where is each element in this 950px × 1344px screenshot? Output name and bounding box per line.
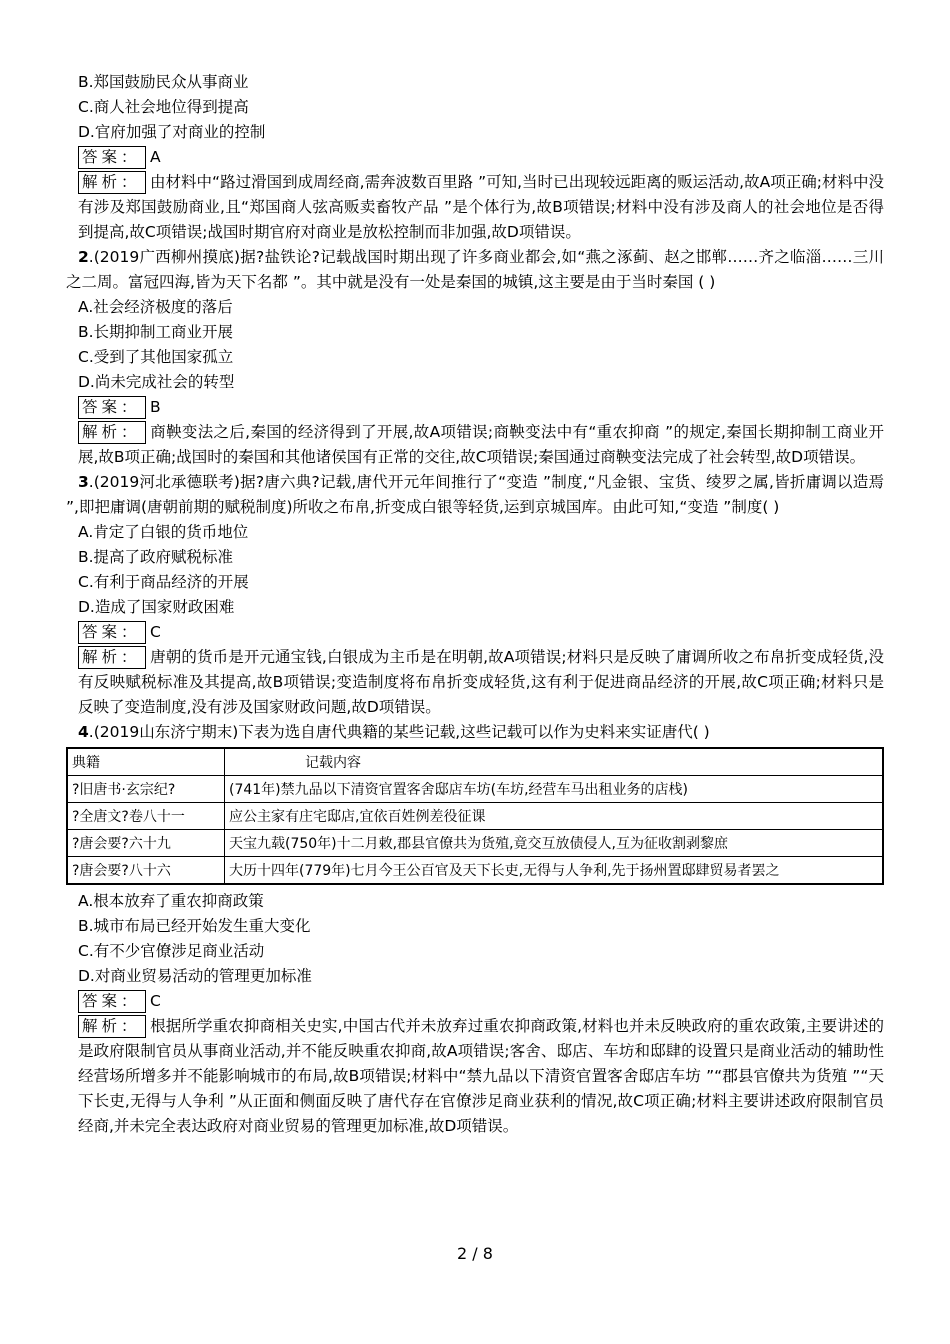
q4-explanation xyxy=(78,1014,884,1139)
q3-option-a: A.肯定了白银的货币地位 xyxy=(78,523,249,541)
q4-option-d: D.对商业贸易活动的管理更加标准 xyxy=(78,967,312,985)
q2-answer-value: B xyxy=(150,398,161,416)
q4-stem-text: .(2019山东济宁期末)下表为选自唐代典籍的某些记载,这些记载可以作为史料来实证唐代( ) xyxy=(88,723,710,741)
q1-answer xyxy=(78,145,884,170)
q2-option-a: A.社会经济极度的落后 xyxy=(78,298,233,316)
q3-option-b: B.提高了政府赋税标准 xyxy=(78,548,234,566)
q3-explanation-text: 唐朝的货币是开元通宝钱,白银成为主币是在明朝,故A项错误;材料只是反映了庸调所收之布帛折变成轻货,没有反映赋税标准及其提高,故B项错误;变造制度将布帛折变成轻货,这有利于促进商品经济的开展,故C项正确;材料只是反映了变造制度,没有涉及国家财政问题,故D项错误。 xyxy=(78,648,884,716)
table-row xyxy=(67,803,883,830)
q3-stem-text: .(2019河北承德联考)据?唐六典?记载,唐代开元年间推行了“变造 ”制度,“凡金银、宝货、绫罗之属,皆折庸调以造焉 ”,即把庸调(唐朝前期的赋税制度)所收之布帛,折变成白银等轻货,运到京城国库。由此可知,“变造 ”制度( ) xyxy=(66,473,884,516)
q2-answer xyxy=(78,395,884,420)
q2-stem-text: .(2019广西柳州摸底)据?盐铁论?记载战国时期出现了许多商业都会,如“燕之涿蓟、赵之邯郸……齐之临淄……三川之二周。富冠四海,皆为天下名都 ”。其中就是没有一处是秦国的城镇,这主要是由于当时秦国 ( ) xyxy=(66,248,884,291)
table-row xyxy=(67,830,883,857)
q2-option-c: C.受到了其他国家孤立 xyxy=(78,348,234,366)
table-header-row xyxy=(67,748,883,776)
table-cell-content: 应公主家有庄宅邸店,宜依百姓例差役征课 xyxy=(225,803,884,830)
q4-number: 4 xyxy=(78,723,89,741)
q4-explanation-text: 根据所学重农抑商相关史实,中国古代并未放弃过重农抑商政策,材料也并未反映政府的重农政策,主要讲述的是政府限制官员从事商业活动,并不能反映重农抑商,故A项错误;客舍、邸店、车坊和邸肆的设置只是商业活动的辅助性经营场所增多并不能影响城市的布局,故B项错误;材料中“禁九品以下清资官置客舍邸店车坊 ”“郡县官僚共为货殖 ”“天下长吏,无得与人争利 ”从正面和侧面反映了唐代存在官僚涉足商业获利的情况,故C项正确;材料主要讲述政府限制官员经商,并未完全表达政府对商业贸易的管理更加标准,故D项错误。 xyxy=(78,1017,884,1135)
explanation-label: 解析： xyxy=(78,1015,146,1038)
table-header-book: 典籍 xyxy=(67,748,225,776)
explanation-label: 解析： xyxy=(78,646,146,669)
q4-answer-value: C xyxy=(150,992,161,1010)
table-row xyxy=(67,776,883,803)
table-cell-content: (741年)禁九品以下清资官置客舍邸店车坊(车坊,经营车马出租业务的店栈) xyxy=(225,776,884,803)
answer-label: 答案： xyxy=(78,990,146,1013)
q3-option-d: D.造成了国家财政困难 xyxy=(78,598,235,616)
q1-option-d: D.官府加强了对商业的控制 xyxy=(78,123,266,141)
table-cell-content: 天宝九载(750年)十二月敕,郡县官僚共为货殖,竟交互放债侵人,互为征收割剥黎庶 xyxy=(225,830,884,857)
q4-option-b: B.城市布局已经开始发生重大变化 xyxy=(78,917,311,935)
table-cell-book: ?唐会要?八十六 xyxy=(67,857,225,885)
q1-answer-value: A xyxy=(150,148,161,166)
answer-label: 答案： xyxy=(78,396,146,419)
page-number: 2 / 8 xyxy=(457,1244,493,1263)
document-content xyxy=(66,70,884,1139)
q3-option-c: C.有利于商品经济的开展 xyxy=(78,573,249,591)
table-cell-book: ?全唐文?卷八十一 xyxy=(67,803,225,830)
explanation-label: 解析： xyxy=(78,171,146,194)
table-row xyxy=(67,857,883,885)
q4-stem xyxy=(66,720,884,745)
q2-option-b: B.长期抑制工商业开展 xyxy=(78,323,234,341)
q1-explanation-text: 由材料中“路过滑国到成周经商,需奔波数百里路 ”可知,当时已出现较远距离的贩运活动,故A项正确;材料中没有涉及郑国鼓励商业,且“郑国商人弦高贩卖畜牧产品 ”是个体行为,故B项错误;材料中没有涉及商人的社会地位是否得到提高,故C项错误;战国时期官府对商业是放松控制而非加强,故D项错误。 xyxy=(78,173,884,241)
table-cell-book: ?唐会要?六十九 xyxy=(67,830,225,857)
q2-option-d: D.尚未完成社会的转型 xyxy=(78,373,235,391)
table-cell-book: ?旧唐书·玄宗纪? xyxy=(67,776,225,803)
table-cell-content: 大历十四年(779年)七月今王公百官及天下长吏,无得与人争利,先于扬州置邸肆贸易者罢之 xyxy=(225,857,884,885)
q1-option-b: B.郑国鼓励民众从事商业 xyxy=(78,73,249,91)
q4-answer xyxy=(78,989,884,1014)
q2-explanation-text: 商鞅变法之后,秦国的经济得到了开展,故A项错误;商鞅变法中有“重农抑商 ”的规定,秦国长期抑制工商业开展,故B项正确;战国时的秦国和其他诸侯国有正常的交往,故C项错误;秦国通过商鞅变法完成了社会转型,故D项错误。 xyxy=(78,423,884,466)
q2-number: 2 xyxy=(78,248,89,266)
q4-option-a: A.根本放弃了重农抑商政策 xyxy=(78,892,264,910)
answer-label: 答案： xyxy=(78,621,146,644)
q4-option-c: C.有不少官僚涉足商业活动 xyxy=(78,942,265,960)
records-table xyxy=(66,747,884,885)
q3-answer xyxy=(78,620,884,645)
q3-explanation xyxy=(78,645,884,720)
q3-number: 3 xyxy=(78,473,89,491)
explanation-label: 解析： xyxy=(78,421,146,444)
q2-explanation xyxy=(78,420,884,470)
table-header-content: 记载内容 xyxy=(225,748,884,776)
q3-answer-value: C xyxy=(150,623,161,641)
q1-explanation xyxy=(78,170,884,245)
q3-stem xyxy=(66,470,884,520)
answer-label: 答案： xyxy=(78,146,146,169)
q1-option-c: C.商人社会地位得到提高 xyxy=(78,98,249,116)
q2-stem xyxy=(66,245,884,295)
